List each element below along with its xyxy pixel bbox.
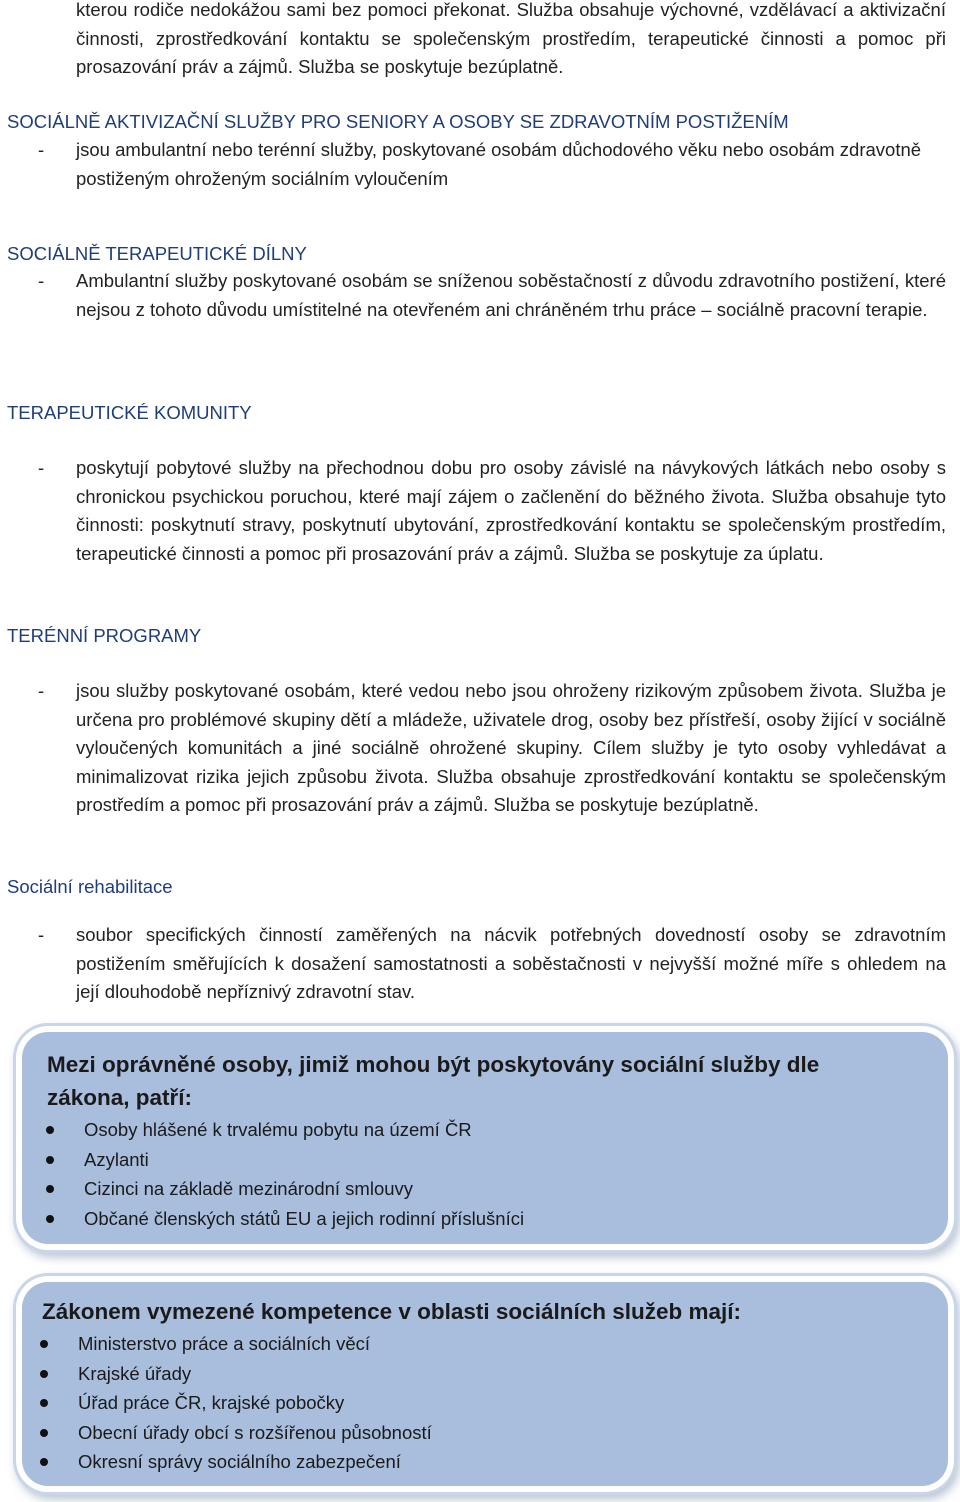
bullet-icon xyxy=(46,1185,54,1193)
bullet-icon xyxy=(46,1156,54,1164)
list-item: Občané členských států EU a jejich rodinní příslušníci xyxy=(40,1204,524,1234)
list-item: Osoby hlášené k trvalému pobytu na území ČR xyxy=(40,1115,524,1145)
bullet-icon xyxy=(46,1215,54,1223)
bullet-icon xyxy=(40,1429,48,1437)
section-text-workshops: Ambulantní služby poskytované osobám se sníženou soběstačností z důvodu zdravotního postižení, které nejsou z tohoto důvodu umístitelné na otevřeném ani chráněném trhu práce – sociálně pracovní terapie. xyxy=(76,270,946,320)
box-title: Mezi oprávněné osoby, jimiž mohou být poskytovány sociální služby dle zákona, patří: xyxy=(47,1052,820,1110)
section-text-field-programs: jsou služby poskytované osobám, které vedou nebo jsou ohroženy rizikovým způsobem života. Služba je určena pro problémové skupiny dětí a mládeže, uživatele drog, osoby bez přístřeší, osoby žijící v sociálně vyloučených komunitách a jiné sociálně ohrožené skupiny. Cílem služby je tyto osoby vyhledávat a minimalizovat rizika jejich způsobu života. Služba obsahuje zprostředkování kontaktu se společenským prostředím a pomoc při prosazování práv a zájmů. Služba se poskytuje bezúplatně. xyxy=(76,680,946,815)
section-text-communities: poskytují pobytové služby na přechodnou dobu pro osoby závislé na návykových látkách nebo osoby s chronickou psychickou poruchou, které mají zájem o začlenění do běžného života. Služba obsahuje tyto činnosti: poskytnutí stravy, poskytnutí ubytování, zprostředkování kontaktu se společenským prostředím, terapeutické činnosti a pomoc při prosazování práv a zájmů. Služba se poskytuje za úplatu. xyxy=(76,457,946,564)
box-title: Zákonem vymezené kompetence v oblasti sociálních služeb mají: xyxy=(42,1299,741,1324)
intro-paragraph: kterou rodiče nedokážou sami bez pomoci překonat. Služba obsahuje výchovné, vzdělávací a aktivizační činnosti, zprostředkování kontaktu se společenským prostředím, terapeutické činnosti a pomoc při prosazování práv a zájmů. Služba se poskytuje bezúplatně. xyxy=(76,0,946,77)
section-heading-workshops: SOCIÁLNĚ TERAPEUTICKÉ DÍLNY xyxy=(7,243,307,264)
section-heading-field-programs: TERÉNNÍ PROGRAMY xyxy=(7,625,202,646)
section-heading-activation: SOCIÁLNĚ AKTIVIZAČNÍ SLUŽBY PRO SENIORY A OSOBY SE ZDRAVOTNÍM POSTIŽENÍM xyxy=(7,111,789,132)
list-item: Krajské úřady xyxy=(34,1359,432,1389)
list-item: Azylanti xyxy=(40,1145,524,1175)
section-text-activation: jsou ambulantní nebo terénní služby, poskytované osobám důchodového věku nebo osobám zdravotně postiženým ohroženým sociálním vyloučením xyxy=(76,139,922,189)
list-item: Úřad práce ČR, krajské pobočky xyxy=(34,1388,432,1418)
eligible-persons-list xyxy=(40,1115,524,1233)
bullet-icon xyxy=(40,1370,48,1378)
competences-box xyxy=(22,1282,948,1486)
section-text-rehabilitation: soubor specifických činností zaměřených na nácvik potřebných dovedností osoby se zdravotním postižením směřujících k dosažení samostatnosti a soběstačnosti v nejvyšší možné míře s ohledem na její dlouhodobě nepříznivý zdravotní stav. xyxy=(76,924,946,1002)
bullet-icon xyxy=(40,1340,48,1348)
list-item: Ministerstvo práce a sociálních věcí xyxy=(34,1329,432,1359)
list-item: Cizinci na základě mezinárodní smlouvy xyxy=(40,1174,524,1204)
dash-marker: - xyxy=(38,139,45,160)
list-item: Obecní úřady obcí s rozšířenou působností xyxy=(34,1418,432,1448)
competences-list xyxy=(34,1329,432,1477)
dash-marker: - xyxy=(38,924,45,945)
bullet-icon xyxy=(46,1126,54,1134)
section-heading-rehabilitation: Sociální rehabilitace xyxy=(7,876,173,897)
list-item: Okresní správy sociálního zabezpečení xyxy=(34,1447,432,1477)
dash-marker: - xyxy=(38,457,45,478)
section-heading-communities: TERAPEUTICKÉ KOMUNITY xyxy=(7,402,252,423)
bullet-icon xyxy=(40,1458,48,1466)
dash-marker: - xyxy=(38,270,45,291)
bullet-icon xyxy=(40,1399,48,1407)
dash-marker: - xyxy=(38,680,45,701)
eligible-persons-box xyxy=(22,1032,948,1244)
